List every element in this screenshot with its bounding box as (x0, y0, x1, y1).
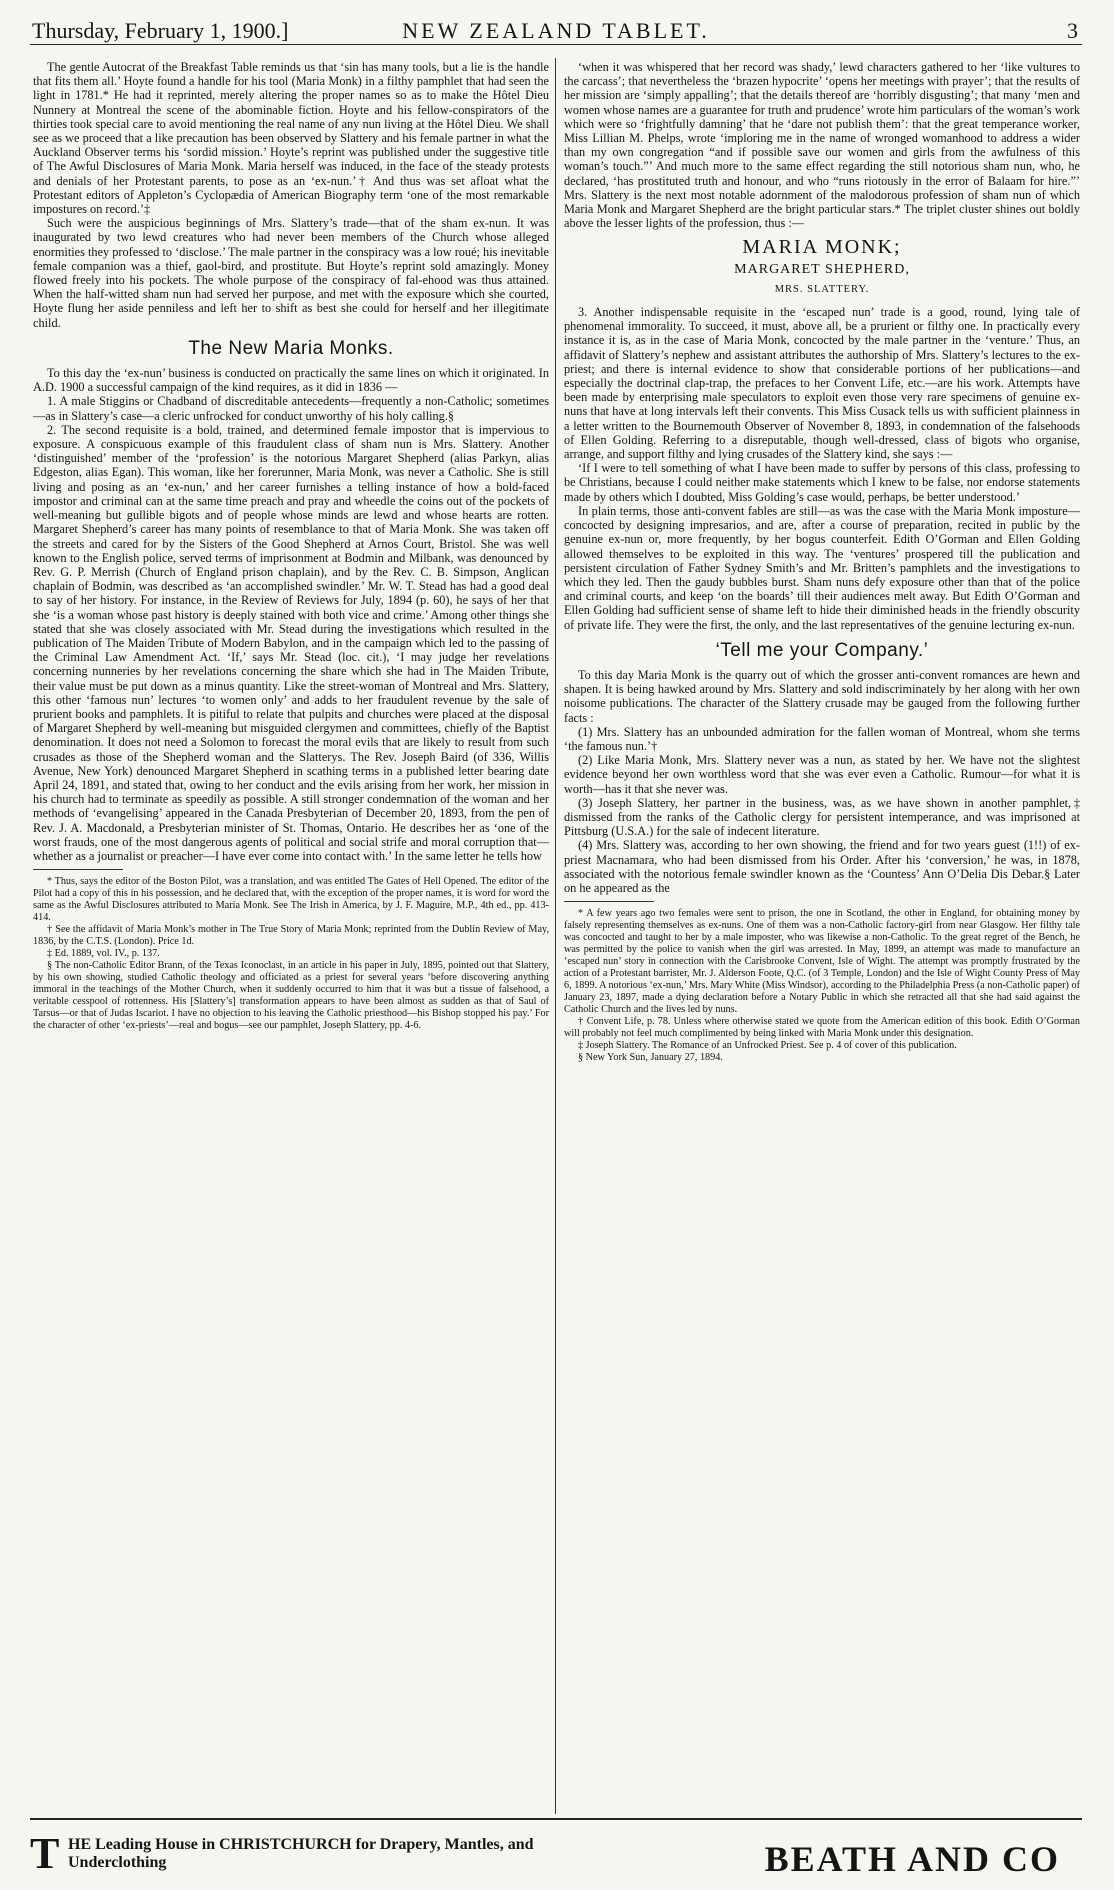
issue-date: Thursday, February 1, 1900.] (32, 18, 289, 43)
footnote: § The non-Catholic Editor Brann, of the Texas Iconoclast, in an article in his paper in July, 1895, pointed out that Slattery, by his own showing, studied Catholic theology and officiated as a priest for several years ‘before discovering anything immoral in the teachings of the Mother Church, when it suddenly occurred to him that it was but a tissue of falsehood, a veritable cesspool of rottenness. His [Slattery’s] transformation appears to have been almost as sudden as that of Saul of Tarsus—or that of Judas Iscariot. I have no objection to his leaving the Catholic priesthood—his Bishop stopped his pay.’ For the character of other ‘ex-priests’—real and bogus—see our pamphlet, Joseph Slattery, pp. 4-6. (33, 960, 549, 1032)
triplet-line: MARIA MONK; (742, 236, 902, 259)
paragraph: To this day the ‘ex-nun’ business is conducted on practically the same lines on which it originated. In A.D. 1900 a successful campaign of the kind requires, as it did in 1836 — (33, 366, 549, 395)
quotation: ‘If I were to tell something of what I have been made to suffer by persons of this class, professing to be Christians, because I could neither make statements which I knew to be false, nor endorse statements made by others which I doubted, Miss Golding’s case would, perhaps, be better understood.’ (564, 461, 1080, 504)
paragraph: (4) Mrs. Slattery was, according to her own showing, the friend and for two years guest (1!!) of ex-priest Macnamara, who had been dismissed from his Order. After his ‘conversion,’ he was, in 1878, associated with the notorious female swindler known as the ‘Countess’ Ann O’Delia Dis Debar.§ Later on he appeared as the (564, 838, 1080, 895)
paragraph: (3) Joseph Slattery, her partner in the business, was, as we have shown in another pamphlet,‡ dismissed from the ranks of the Catholic clergy for persistent intemperance, and was imprisoned at Pittsburg (U.S.A.) for the sale of indecent literature. (564, 795, 1080, 839)
page-number: 3 (1067, 18, 1078, 43)
footnote-rule (564, 901, 654, 902)
advertisement (30, 1830, 1082, 1880)
paragraph: Such were the auspicious beginnings of Mrs. Slattery’s trade—that of the sham ex-nun. It was inaugurated by two lewd creatures who had never been members of the Church whose alleged enormities they professed to ‘disclose.’ The male partner in the conspiracy was a low roué; his inevitable female companion was a thief, gaol-bird, and prostitute. But Hoyte’s reprint sold amazingly. Money flowed freely into his pockets. The whole purpose of the conspiracy of fal-ehood was thus attained. When the half-witted sham nun had served her purpose, and met with the exposure which she courted, Hoyte flung her aside penniless and left her to shift as best she could for herself and her illegitimate child. (33, 216, 549, 330)
paragraph: ‘when it was whispered that her record was shady,’ lewd characters gathered to her ‘like vultures to the carcass’; that nevertheless the ‘brazen hypocrite’ ‘opens her meetings with prayer’; that the results of her mission are ‘simply appalling’; that the details thereof are ‘horribly disgusting’; that many ‘men and women whose names are a guarantee for truth and prudence’ wrote him particulars of the woman’s work which were so ‘frightfully damning’ that he ‘dare not publish them’: that the great temperance worker, Miss Lillian M. Phelps, wrote ‘imploring me in the name of wronged womanhood to address a wider than my own congregation “and if possible save our women and girls from the awfulness of this woman’s touch.”’ And much more to the same effect regarding the still notorious sham nun, who, he declared, ‘has prostituted truth and honour, and who “runs riotously in the error of Balaam for hire.”’ Mrs. Slattery is the next most notable adornment of the malodorous profession of sham nun of which Maria Monk and Margaret Shepherd are the bright particular stars.* The triplet cluster shines out boldly above the lesser lights of the profession, thus :— (564, 60, 1080, 231)
footer-rule (30, 1818, 1082, 1820)
paragraph: (1) Mrs. Slattery has an unbounded admiration for the fallen woman of Montreal, whom she terms ‘the famous nun.’† (564, 724, 1080, 753)
header-rule (30, 44, 1082, 45)
paragraph: 1. A male Stiggins or Chadband of discreditable antecedents—frequently a non-Catholic; sometimes—as in Slattery’s case—a cleric unfrocked for conduct unworthy of his holy calling.§ (33, 394, 549, 423)
footnote: † Convent Life, p. 78. Unless where otherwise stated we quote from the American edition of this book. Edith O’Gorman will probably not feel much complimented by being linked with Maria Monk under this designation. (564, 1016, 1080, 1040)
footnote: * Thus, says the editor of the Boston Pilot, was a translation, and was entitled The Gates of Hell Opened. The editor of the Pilot had a copy of this in his possession, and he declared that, with the exception of the proper names, it is word for word the same as the Awful Disclosures attributed to Maria Monk. See The Irish in America, by J. F. Maguire, M.P., 4th ed., pp. 413-414. (33, 876, 549, 924)
paragraph: (2) Like Maria Monk, Mrs. Slattery never was a nun, as stated by her. We have not the slightest evidence beyond her own worthless word that she was ever even a Catholic. Rumour—for what it is worth—has it that she never was. (564, 753, 1080, 796)
left-column (33, 60, 549, 1032)
paragraph: 2. The second requisite is a bold, trained, and determined female impostor that is impervious to exposure. A conspicuous example of this fraudulent class of sham nun is Mrs. Slattery. Another ‘distinguished’ member of the ‘profession’ is the notorious Margaret Shepherd (alias Parkyn, alias Edgeston, alias Egan). This woman, like her forerunner, Maria Monk, was never a Catholic. She is still living and posing as an ‘ex-nun,’ and her career furnishes a telling instance of how a bold-faced impostor and criminal can at the same time preach and pray and wheedle the coins out of the pockets of well-meaning but gullible bigots and of people whose minds are lewd and whose hearts are rotten. Margaret Shepherd’s career has many points of resemblance to that of Maria Monk. She was taken off the streets and cared for by the Sisters of the Good Shepherd at Arnos Court, Bristol. She was well known to the English police, served terms of imprisonment at Bodmin and Milbank, was denounced by Rev. G. P. Merrish (Church of England prison chaplain), and by the Rev. C. B. Simpson, Anglican chaplain of Bodmin, was described as ‘an accomplished swindler.’ Mr. W. T. Stead has had a good deal to say of her history. For instance, in the Review of Reviews for July, 1894 (p. 60), he says of her that she ‘is a woman whose past history is deeply stained with both vice and crime.’ Among other things she stated that she was closely associated with Mr. Stead during the investigations which resulted in the publication of The Maiden Tribute of Modern Babylon, and in the campaign which led to the passing of the Criminal Law Amendment Act. ‘If,’ says Mr. Stead (loc. cit.), ‘I may judge her revelations concerning nunneries by her revelations concerning the share which she had in The Maiden Tribute, their value must be put down as a minus quantity. Like the street-woman of Montreal and Mrs. Slattery, this other ‘famous nun’ lectures ‘to women only’ and adds to her fraudulent revenue by the sale of prurient books and pamphlets. It is pitiful to relate that pulpits and churches were placed at the disposal of Margaret Shepherd by well-meaning but misguided clergymen and committees, chiefly of the Baptist denomination. It does not need a Solomon to forecast the moral evils that are likely to result from such crusades as those of the Shepherd woman and the Slatterys. The Rev. Joseph Baird (of 336, Willis Avenue, New York) denounced Margaret Shepherd in scathing terms in a published letter bearing date April 24, 1891, and stated that, owing to her conduct and the evils arising from her work, her mission in his church had to terminate as speedily as possible. A still stronger condemnation of the woman and her methods of ‘evangelising’ appeared in the Canada Presbyterian of December 20, 1893, from the pen of Rev. J. A. Macdonald, a Presbyterian minister of St. Thomas, Ontario. He describes her as ‘one of the worst frauds, one of the most dangerous agents of political and social strife and moral corruption that—whether as a journalist or preacher—I have ever come into contact with.’ In the same letter he tells how (33, 422, 549, 863)
paragraph: In plain terms, those anti-convent fables are still—as was the case with the Maria Monk imposture—concocted by designing impresarios, and are, after a course of preparation, recited in public by the genuine ex-nun or, more frequently, by her bogus counterfeit. Edith O’Gorman and Ellen Golding allowed themselves to be exploited in this way. The ‘ventures’ prospered till the publication and persistent circulation of Father Sydney Smith’s and Mr. Britten’s pamphlets and the investigations to which they led. Then the gaudy bubbles burst. Sham nuns defy exposure other than that of the police and criminal courts, and keep ‘on the boards’ till their audiences melt away. But Edith O’Gorman and Ellen Golding had sufficient sense of shame left to hide their diminished heads in the friendly obscurity of private life. They were the first, the only, and the last representatives of the genuine lecturing ex-nun. (564, 503, 1080, 632)
footnote: † See the affidavit of Maria Monk’s mother in The True Story of Maria Monk; reprinted from the Dublin Review of May, 1836, by the C.T.S. (London). Price 1d. (33, 924, 549, 948)
footnote: ‡ Ed. 1889, vol. IV., p. 137. (47, 948, 160, 960)
ad-initial: T (30, 1829, 60, 1878)
triplet-line: MRS. SLATTERY. (774, 283, 870, 295)
ad-brand: BEATH AND CO (764, 1839, 1060, 1879)
page-header (30, 8, 1082, 46)
masthead-title: NEW ZEALAND TABLET. (402, 18, 710, 43)
footnote-rule (33, 869, 123, 870)
footnote: § New York Sun, January 27, 1894. (578, 1052, 723, 1064)
paragraph: The gentle Autocrat of the Breakfast Table reminds us that ‘sin has many tools, but a lie is the handle that fits them all.’ Hoyte found a handle for his tool (Maria Monk) in a filthy pamphlet that had seen the light in 1781.* He had it reprinted, merely altering the proper names so as to make the Hôtel Dieu Nunnery at Montreal the scene of the abominable fiction. Hoyte and his fellow-conspirators of the thirties took special care to avoid mentioning the real name of any nun living at the Hôtel Dieu. We shall see as we proceed that a like precaution has been observed by Slattery and his female partner in what the Auckland Observer terms his ‘sordid mission.’ Hoyte’s reprint was published under the suggestive title of The Awful Disclosures of Maria Monk. Maria herself was induced, in the face of the steady protests and denials of her Protestant parents, to pose as an ‘ex-nun.’† And thus was set afloat what the Protestant editors of Appleton’s Cyclopædia of American Biography term ‘one of the most remarkable impostures on record.’‡ (33, 60, 549, 217)
ad-text: HE Leading House in CHRISTCHURCH for Drapery, Mantles, and Underclothing (68, 1836, 534, 1871)
footnote: ‡ Joseph Slattery. The Romance of an Unfrocked Priest. See p. 4 of cover of this publication. (578, 1040, 957, 1052)
column-divider (555, 58, 556, 1814)
section-heading: ‘Tell me your Company.’ (715, 639, 929, 661)
section-heading: The New Maria Monks. (188, 337, 394, 359)
triplet-line: MARGARET SHEPHERD, (734, 261, 910, 277)
footnote: * A few years ago two females were sent to prison, the one in Scotland, the other in England, for obtaining money by falsely representing themselves as ex-nuns. One of them was a non-Catholic factory-girl from near Glasgow. Her filthy tale was concocted and taught to her by a male imposter, who was likewise a non-Catholic. To the great regret of the Bench, he was permitted by the police to vanish when the girl was arrested. In May, 1899, an attempt was made to manufacture an ‘escaped nun’ story in connection with the Carisbrooke Convent, Isle of Wight. The attempt was promptly frustrated by the action of a Protestant barrister, Mr. J. Alderson Foote, Q.C. (of 3 Temple, London) and the Isle of Wight County Press of May 6, 1899. A notorious ‘ex-nun,’ Mrs. Mary White (Miss Windsor), according to the Philadelphia Press (a non-Catholic paper) of January 23, 1897, made a dying declaration before a Notary Public in which she retracted all that she had said against the Catholic Church and the lives led by nuns. (564, 908, 1080, 1016)
paragraph: 3. Another indispensable requisite in the ‘escaped nun’ trade is a good, round, lying tale of phenomenal immorality. To succeed, it must, above all, be a prurient or filthy one. In practically every instance it is, as in the case of Maria Monk, concocted by the male partner in the ‘venture.’ Thus, an affidavit of Slattery’s nephew and assistant attributes the authorship of Mrs. Slattery’s lectures to the ex-priest; and there is internal evidence to show that considerable portions of her publications—and especially the doctrinal clap-trap, the prefaces to her Convent Life, etc.—are his work. Attempts have been made by enterprising male speculators to exploit even those very rare specimens of genuine ex-nuns that have at long intervals left their convents. This Miss Cusack tells us with sufficient plainness in a letter written to the Bournemouth Observer of November 8, 1893, in condemnation of the falsehoods of Ellen Golding. Referring to a disreputable, though well-dressed, class of bigots who organise, arrange, and support filthy and lying crusades of the Slattery kind, she says :— (564, 305, 1080, 462)
right-column (564, 60, 1080, 1064)
triplet-names (564, 236, 1080, 297)
paragraph: To this day Maria Monk is the quarry out of which the grosser anti-convent romances are hewn and shapen. It is being hawked around by Mrs. Slattery and sold indiscriminately by her along with her own noisome publications. The character of the Slattery crusade may be gauged from the following further facts : (564, 667, 1080, 725)
